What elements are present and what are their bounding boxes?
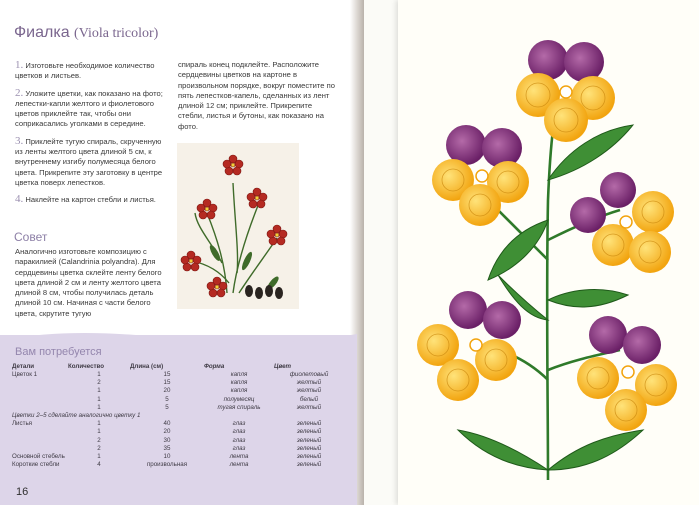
step-1 xyxy=(15,60,170,82)
cell-qty: 1 xyxy=(97,395,101,403)
cell-color: желтый xyxy=(296,379,322,387)
pansy-flower xyxy=(417,291,521,401)
tip-text: Аналогично изготовьте композицию с паракилией (Calandrinia polyandra). Для сердцевины цветка склейте ленту белого цвета длиной 2 см и ленту желтого цвета длиной 8 см, чтобы получилась деталь длиной 10 см. Начиная с части белого цвета, скрутите тугую xyxy=(15,247,162,318)
cell-color: желтый xyxy=(296,403,322,411)
cell-length: 30 xyxy=(163,436,171,444)
cell-color: желтый xyxy=(296,387,322,395)
cell-color: фиолетовый xyxy=(289,371,329,378)
cell-shape: лента xyxy=(229,453,249,461)
continued-text: спираль конец подклейте. Расположите сердцевины цветков на картоне в произвольном порядке, вокруг поместите по пять лепестков-капель, сделанных из лент длиной 12 см; приклейте. Прикрепите стебли, листья и бутоны, как показано на фото. xyxy=(178,60,335,131)
table-row xyxy=(12,379,344,387)
cell-part xyxy=(12,404,68,412)
steps-column xyxy=(15,60,170,212)
step-4-text: Наклейте на картон стебли и листья. xyxy=(25,195,156,205)
cell-part xyxy=(12,396,68,404)
cell-shape: глаз xyxy=(232,444,246,452)
table-row xyxy=(12,453,344,461)
cell-qty: 1 xyxy=(97,371,101,378)
cell-qty: 1 xyxy=(97,403,101,411)
cell-part xyxy=(12,445,68,453)
cell-shape: капля xyxy=(230,371,248,378)
cell-part: Цветок 1 xyxy=(12,371,38,378)
step-4 xyxy=(15,194,170,205)
cell-qty: 1 xyxy=(97,428,101,436)
cell-qty: 2 xyxy=(97,379,101,387)
cell-part: Основной стебель xyxy=(12,453,65,461)
cell-part xyxy=(12,387,68,395)
cell-color: зеленый xyxy=(296,428,322,436)
col-header: Цвет xyxy=(274,363,292,370)
col-header: Форма xyxy=(204,363,225,370)
cell-part: Листья xyxy=(12,420,33,428)
cell-part xyxy=(12,437,68,445)
cell-length: 10 xyxy=(163,453,171,461)
table-note-row xyxy=(12,412,344,420)
cell-part xyxy=(12,379,68,387)
cell-length: 35 xyxy=(163,444,171,452)
cell-shape: капля xyxy=(230,387,248,395)
table-row xyxy=(12,428,344,436)
table-row xyxy=(12,396,344,404)
cell-length: 40 xyxy=(163,420,171,428)
table-header xyxy=(12,363,344,371)
cell-length: 15 xyxy=(163,371,171,378)
table-row xyxy=(12,461,344,469)
page-number: 16 xyxy=(16,486,29,498)
step-4-number: 4. xyxy=(15,193,24,206)
cell-qty: 1 xyxy=(97,453,101,461)
col-header: Детали xyxy=(12,363,35,370)
cell-qty: 4 xyxy=(97,461,101,469)
title-main: Фиалка xyxy=(14,24,70,41)
cell-color: зеленый xyxy=(296,461,322,469)
step-2-number: 2. xyxy=(15,86,24,99)
cell-shape: глаз xyxy=(232,428,246,436)
table-row xyxy=(12,445,344,453)
cell-color: зеленый xyxy=(296,444,322,452)
step-1-text: Изготовьте необходимое количество цветков и листьев. xyxy=(15,61,155,81)
table-row xyxy=(12,371,344,379)
cell-qty: 2 xyxy=(97,444,101,452)
cell-length: 20 xyxy=(163,428,171,436)
cell-color: зеленый xyxy=(296,436,322,444)
cell-part: Короткие стебли xyxy=(12,461,60,469)
col-header: Длина (см) xyxy=(130,363,164,370)
cell-shape: глаз xyxy=(232,420,246,428)
materials-table xyxy=(12,363,344,469)
calandrinia-photo xyxy=(177,143,299,309)
pansy-flower xyxy=(570,172,674,273)
cell-length: произвольная xyxy=(146,461,188,469)
cell-shape: капля xyxy=(230,379,248,387)
page-title xyxy=(14,24,158,42)
cell-qty: 2 xyxy=(97,436,101,444)
cell-length: 5 xyxy=(165,403,169,411)
step-2 xyxy=(15,88,170,130)
quilled-card xyxy=(398,0,699,505)
cell-color: зеленый xyxy=(296,453,322,461)
cell-length: 20 xyxy=(163,387,171,395)
step-2-text: Уложите цветки, как показано на фото; лепестки-капли желтого и фиолетового цветов приклейте так, чтобы они соприкасались уголками в середине. xyxy=(15,88,163,129)
materials-heading: Вам потребуется xyxy=(15,346,102,358)
step-3 xyxy=(15,136,170,188)
pansy-flower xyxy=(577,316,677,431)
tip-heading: Совет xyxy=(14,230,48,244)
pansy-quilling-image xyxy=(398,0,699,505)
cell-length: 15 xyxy=(163,379,171,387)
table-row xyxy=(12,404,344,412)
title-latin: (Viola tricolor) xyxy=(74,26,159,41)
table-note: Цветки 2–5 сделайте аналогично цветку 1 xyxy=(12,412,141,420)
step-3-number: 3. xyxy=(15,134,24,147)
cell-part xyxy=(12,428,68,436)
table-row xyxy=(12,420,344,428)
cell-color: зеленый xyxy=(296,420,322,428)
cell-shape: тугая спираль xyxy=(217,403,261,411)
cell-shape: полумесяц xyxy=(223,395,255,403)
table-row xyxy=(12,387,344,395)
col-header: Количество xyxy=(68,363,105,370)
table-row xyxy=(12,437,344,445)
step-3-text: Приклейте тугую спираль, скрученную из ленты желтого цвета длиной 5 см, к внутреннему изгибу полумесяца белого цвета. Прикрепите эту заготовку в центре цветка поверх лепестков. xyxy=(15,136,163,187)
cell-qty: 1 xyxy=(97,420,101,428)
step-1-number: 1. xyxy=(15,59,24,71)
cell-shape: глаз xyxy=(232,436,246,444)
cell-length: 5 xyxy=(165,395,169,403)
pansy-flower xyxy=(432,125,529,226)
cell-shape: лента xyxy=(229,461,249,469)
pansy-flower xyxy=(516,40,615,142)
cell-qty: 1 xyxy=(97,387,101,395)
cell-color: белый xyxy=(299,395,319,403)
